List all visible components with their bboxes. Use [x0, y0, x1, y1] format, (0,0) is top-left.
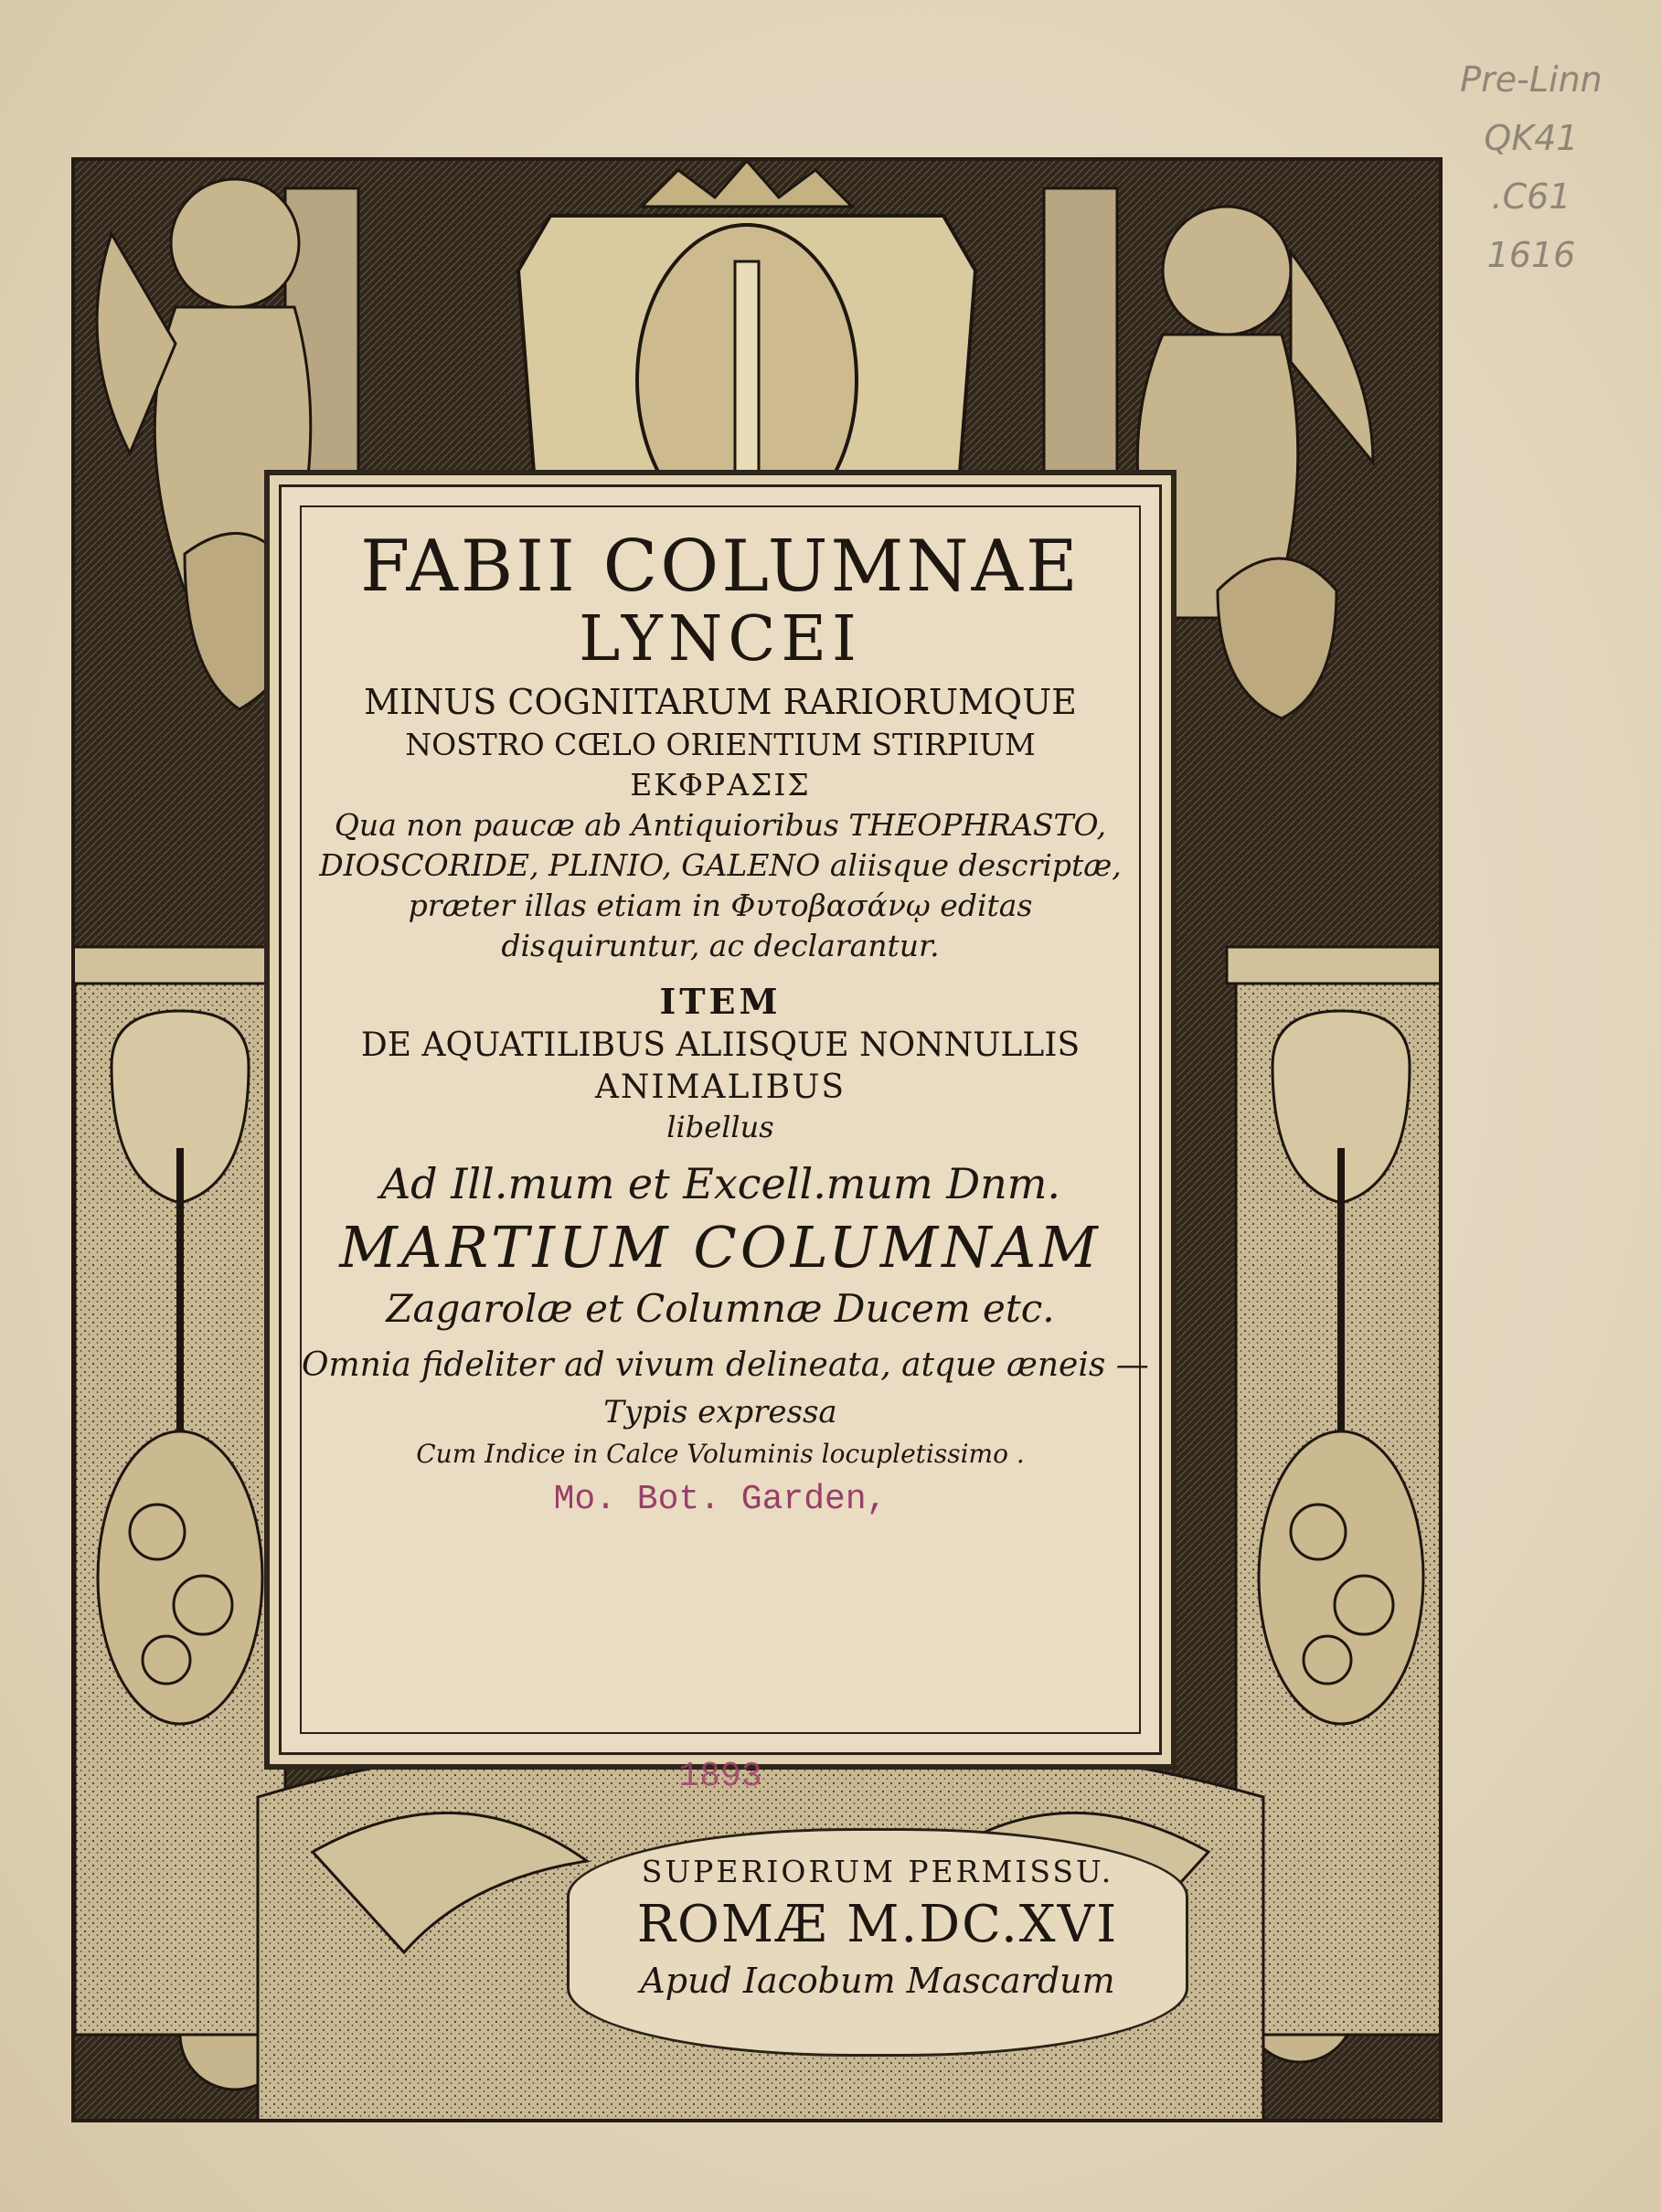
- shelfmark-line: .C61: [1491, 176, 1571, 217]
- permission-line: SUPERIORUM PERMISSU.: [641, 1854, 1114, 1889]
- imprint-cartouche: [567, 1828, 1188, 2057]
- place-date-line: ROMÆ M.DC.XVI: [636, 1895, 1119, 1954]
- printer-line: Apud Iacobum Mascardum: [640, 1961, 1115, 2001]
- illustration-note: Omnia fideliter ad vivum delineata, atque æneis —: [302, 1346, 1149, 1384]
- dedication-line: Ad Ill.mum et Excell.mum Dnm.: [379, 1159, 1061, 1208]
- shelfmark-line: Pre-Linn: [1460, 59, 1602, 100]
- title-plate: [279, 484, 1162, 1796]
- description-line: DIOSCORIDE, PLINIO, GALENO aliisque descriptæ,: [319, 847, 1122, 883]
- aquatic-title-line: DE AQUATILIBUS ALIISQUE NONNULLIS: [360, 1026, 1081, 1064]
- description-line: præter illas etiam in Φυτοβασάνῳ editas: [408, 888, 1033, 923]
- subtitle-line: MINUS COGNITARUM RARIORUMQUE: [364, 682, 1077, 722]
- library-stamp: Mo. Bot. Garden,: [553, 1480, 888, 1519]
- libellus-word: libellus: [666, 1110, 774, 1144]
- library-stamp-year: 1893: [678, 1757, 762, 1796]
- description-line: disquiruntur, ac declarantur.: [501, 928, 940, 963]
- library-shelfmark: [1426, 50, 1636, 284]
- shelfmark-line: QK41: [1484, 118, 1579, 158]
- item-heading: ITEM: [659, 981, 782, 1022]
- aquatic-title-line: ANIMALIBUS: [594, 1069, 846, 1106]
- shelfmark-line: 1616: [1486, 235, 1576, 275]
- dedicatee-name: MARTIUM COLUMNAM: [339, 1214, 1102, 1281]
- title-text-block: [300, 505, 1149, 1734]
- subtitle-line: NOSTRO CŒLO ORIENTIUM STIRPIUM: [405, 727, 1036, 762]
- illustration-note: Typis expressa: [603, 1394, 837, 1430]
- greek-word: ΕΚΦΡΑΣΙΣ: [630, 767, 811, 803]
- author-name: FABII COLUMNAE: [360, 526, 1081, 608]
- description-line: Qua non paucæ ab Antiquioribus THEOPHRASTO,: [334, 807, 1107, 843]
- author-epithet: LYNCEI: [579, 603, 862, 675]
- index-note: Cum Indice in Calce Voluminis locupletissimo .: [416, 1439, 1025, 1469]
- dedicatee-title: Zagarolæ et Columnæ Ducem etc.: [386, 1286, 1055, 1331]
